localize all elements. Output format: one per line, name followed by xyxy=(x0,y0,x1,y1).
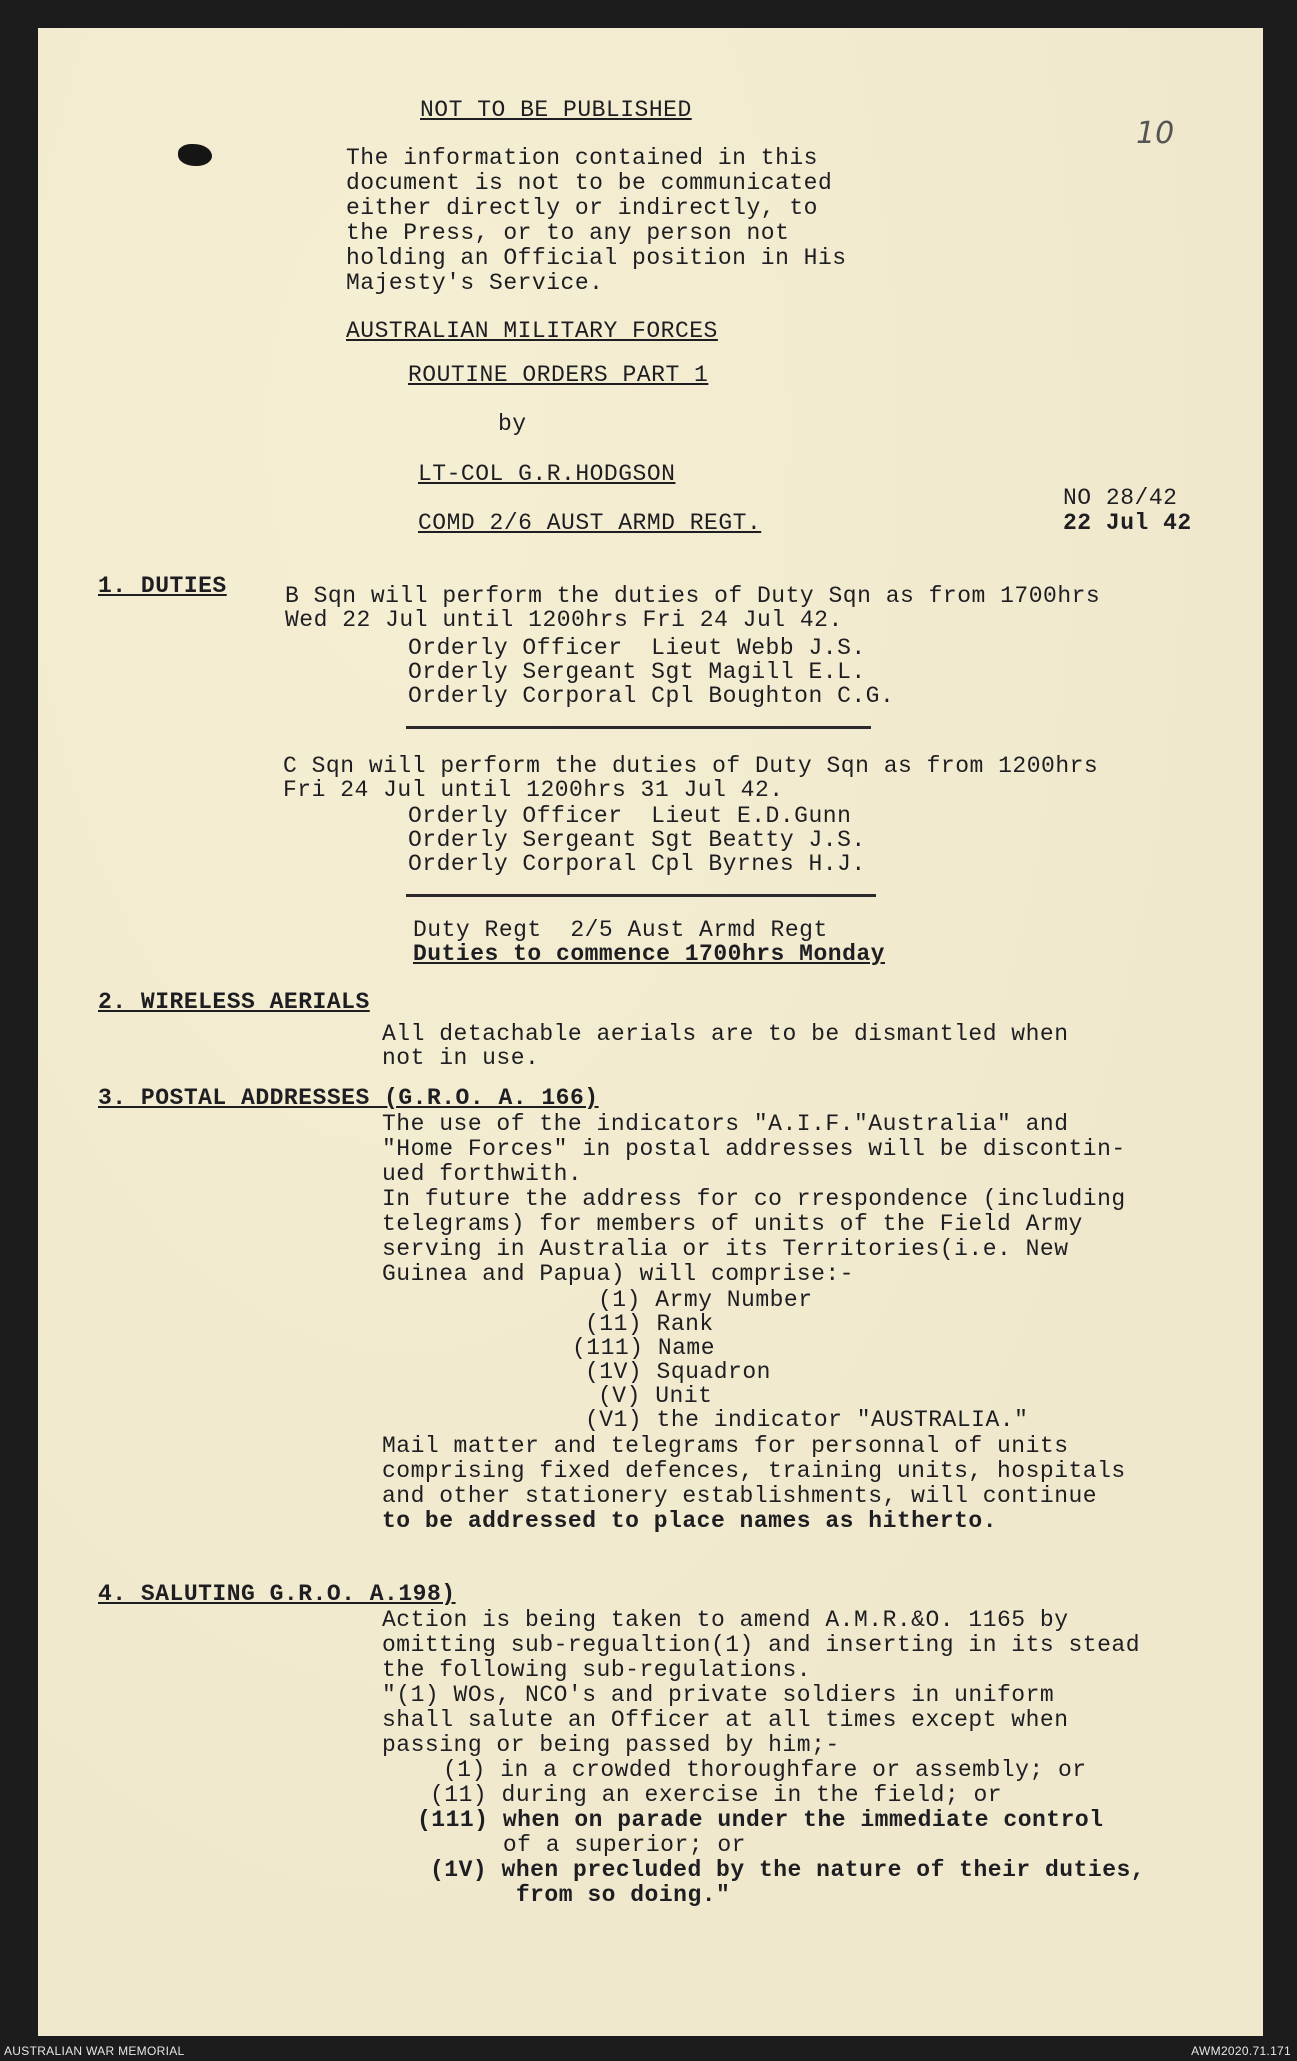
series-heading: ROUTINE ORDERS PART 1 xyxy=(408,362,709,388)
duties-text: C Sqn will perform the duties of Duty Sqn as from 1200hrs xyxy=(283,753,1099,779)
order-number: NO 28/42 xyxy=(1063,485,1178,511)
wireless-text: All detachable aerials are to be dismantled when xyxy=(382,1021,1069,1047)
postal-item: (V1) the indicator "AUSTRALIA." xyxy=(585,1407,1029,1433)
caveat-line: document is not to be communicated xyxy=(346,170,833,196)
divider xyxy=(406,726,871,729)
by-line: by xyxy=(498,411,527,437)
duty-regt-line: Duties to commence 1700hrs Monday xyxy=(413,941,885,967)
postal-item: (111) Name xyxy=(572,1335,716,1361)
force-heading: AUSTRALIAN MILITARY FORCES xyxy=(346,318,718,344)
document-page xyxy=(38,28,1263,2036)
postal-text: to be addressed to place names as hitherto. xyxy=(382,1508,997,1534)
saluting-text: Action is being taken to amend A.M.R.&O. 1165 by xyxy=(382,1607,1069,1633)
saluting-item: from so doing." xyxy=(430,1882,731,1908)
roster-line: Orderly Sergeant Sgt Magill E.L. xyxy=(408,659,866,685)
footer-accession-number: AWM2020.71.171 xyxy=(1191,2044,1291,2058)
saluting-item: (1) in a crowded thoroughfare or assembly; or xyxy=(443,1757,1087,1783)
roster-line: Orderly Officer Lieut E.D.Gunn xyxy=(408,803,852,829)
roster-line: Orderly Corporal Cpl Byrnes H.J. xyxy=(408,851,866,877)
ink-blot xyxy=(178,144,212,166)
postal-text: telegrams) for members of units of the Field Army xyxy=(382,1211,1083,1237)
saluting-text: "(1) WOs, NCO's and private soldiers in uniform xyxy=(382,1682,1055,1708)
postal-item: (1) Army Number xyxy=(598,1287,813,1313)
duties-text: Wed 22 Jul until 1200hrs Fri 24 Jul 42. xyxy=(285,607,843,633)
commander-name: LT-COL G.R.HODGSON xyxy=(418,461,676,487)
saluting-text: the following sub-regulations. xyxy=(382,1657,812,1683)
postal-text: The use of the indicators "A.I.F."Australia" and xyxy=(382,1111,1069,1137)
page-number-handwritten: 10 xyxy=(1136,116,1175,151)
section-heading-wireless: 2. WIRELESS AERIALS xyxy=(98,989,370,1015)
caveat-line: holding an Official position in His xyxy=(346,245,847,271)
classification-heading: NOT TO BE PUBLISHED xyxy=(420,97,692,123)
saluting-text: omitting sub-regualtion(1) and inserting in its stead xyxy=(382,1632,1141,1658)
unit-name: COMD 2/6 AUST ARMD REGT. xyxy=(418,510,762,536)
caveat-line: the Press, or to any person not xyxy=(346,220,790,246)
section-heading-saluting: 4. SALUTING G.R.O. A.198) xyxy=(98,1581,456,1607)
wireless-text: not in use. xyxy=(382,1045,540,1071)
caveat-line: either directly or indirectly, to xyxy=(346,195,818,221)
caveat-line: The information contained in this xyxy=(346,145,818,171)
footer-credit: AUSTRALIAN WAR MEMORIAL xyxy=(4,2044,185,2058)
saluting-item: (111) when on parade under the immediate control xyxy=(417,1807,1104,1833)
duties-text: B Sqn will perform the duties of Duty Sqn as from 1700hrs xyxy=(285,583,1101,609)
saluting-item: (1V) when precluded by the nature of their duties, xyxy=(430,1857,1146,1883)
postal-text: and other stationery establishments, will continue xyxy=(382,1483,1098,1509)
duty-regt-line: Duty Regt 2/5 Aust Armd Regt xyxy=(413,917,828,943)
roster-line: Orderly Officer Lieut Webb J.S. xyxy=(408,635,866,661)
duties-text: Fri 24 Jul until 1200hrs 31 Jul 42. xyxy=(283,777,784,803)
postal-text: "Home Forces" in postal addresses will be discontin- xyxy=(382,1136,1126,1162)
section-heading-duties: 1. DUTIES xyxy=(98,573,227,599)
section-heading-postal: 3. POSTAL ADDRESSES (G.R.O. A. 166) xyxy=(98,1085,599,1111)
postal-text: ued forthwith. xyxy=(382,1161,583,1187)
postal-text: Guinea and Papua) will comprise:- xyxy=(382,1261,854,1287)
postal-text: serving in Australia or its Territories(i.e. New xyxy=(382,1236,1069,1262)
postal-text: Mail matter and telegrams for personnal of units xyxy=(382,1433,1069,1459)
caveat-line: Majesty's Service. xyxy=(346,270,604,296)
postal-item: (1V) Squadron xyxy=(585,1359,771,1385)
postal-text: In future the address for co rrespondence (including xyxy=(382,1186,1126,1212)
postal-item: (11) Rank xyxy=(585,1311,714,1337)
postal-item: (V) Unit xyxy=(598,1383,713,1409)
roster-line: Orderly Corporal Cpl Boughton C.G. xyxy=(408,683,895,709)
saluting-item: (11) during an exercise in the field; or xyxy=(430,1782,1003,1808)
divider xyxy=(406,894,876,897)
order-date: 22 Jul 42 xyxy=(1063,510,1192,536)
saluting-text: passing or being passed by him;- xyxy=(382,1732,840,1758)
roster-line: Orderly Sergeant Sgt Beatty J.S. xyxy=(408,827,866,853)
saluting-item: of a superior; or xyxy=(417,1832,746,1858)
saluting-text: shall salute an Officer at all times except when xyxy=(382,1707,1069,1733)
postal-text: comprising fixed defences, training units, hospitals xyxy=(382,1458,1126,1484)
